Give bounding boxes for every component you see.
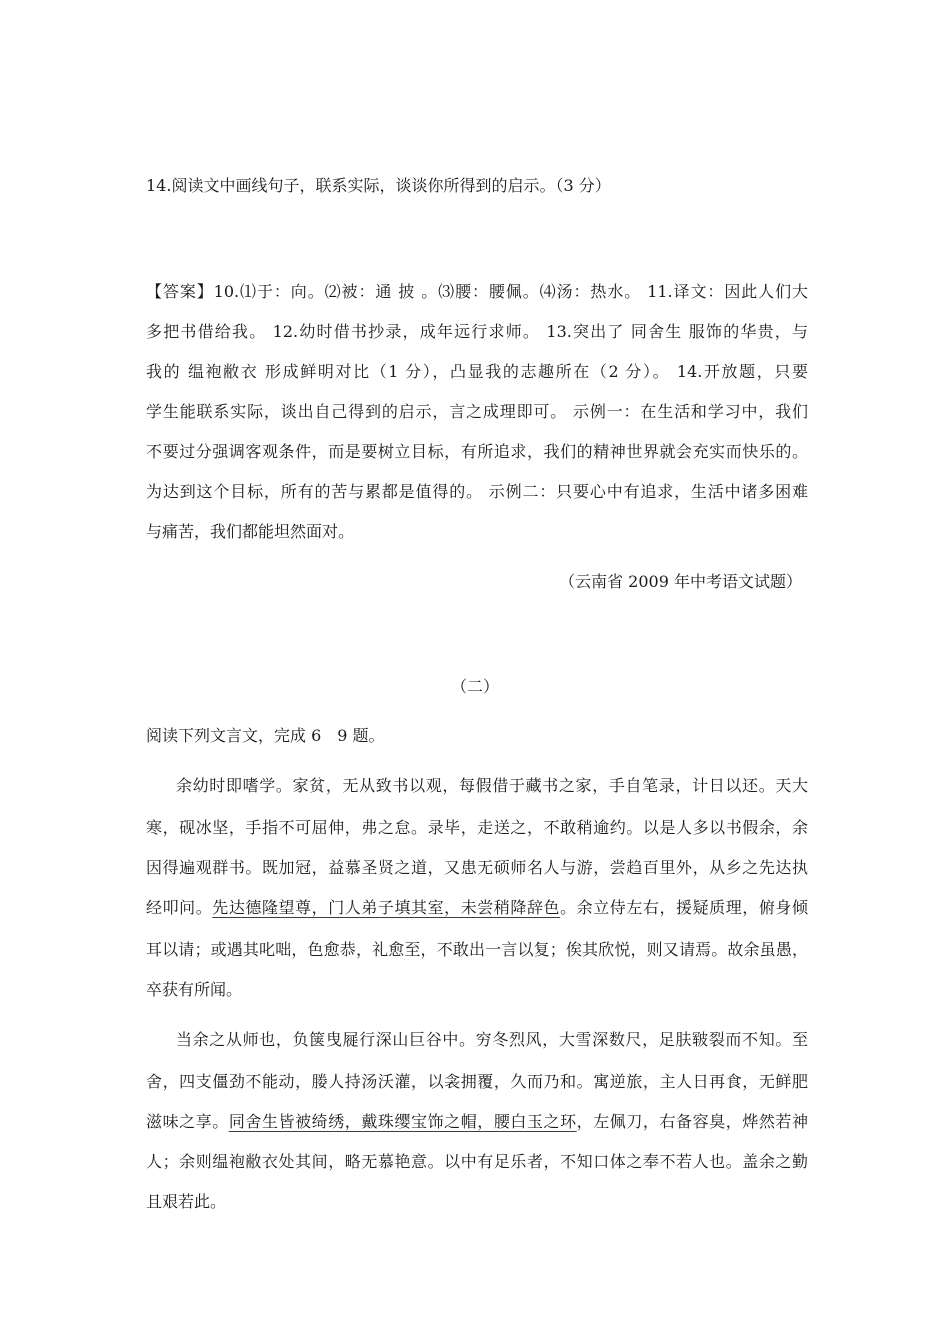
passage-line: 舍，四支僵劲不能动，媵人持汤沃灌，以衾拥覆，久而乃和。寓逆旅，主人日再食，无鲜肥 [146, 1072, 808, 1091]
answer-line: 不要过分强调客观条件，而是要树立目标，有所追求，我们的精神世界就会充实而快乐的。 [146, 442, 808, 461]
passage-text: 滋味之享。 [146, 1112, 229, 1131]
instruction: 阅读下列文言文，完成 6 9 题。 [146, 726, 385, 745]
answer-line: 与痛苦，我们都能坦然面对。 [146, 522, 355, 541]
section-title: （二） [450, 677, 499, 696]
passage-line [146, 898, 808, 918]
source-citation: （云南省 2009 年中考语文试题） [559, 572, 802, 591]
answer-line: 学生能联系实际，谈出自己得到的启示，言之成理即可。 示例一：在生活和学习中，我们 [146, 402, 808, 421]
answer-line: 为达到这个目标，所有的苦与累都是值得的。 示例二：只要心中有追求，生活中诸多困难 [146, 482, 808, 501]
passage-text: 。余立侍左右，援疑质理，俯身倾 [560, 898, 808, 917]
passage-line: 因得遍观群书。既加冠，益慕圣贤之道，又患无硕师名人与游，尝趋百里外，从乡之先达执 [146, 858, 808, 877]
passage-line: 且艰若此。 [146, 1192, 227, 1211]
passage-text: 经叩问。 [146, 898, 213, 917]
passage-line: 寒，砚冰坚，手指不可屈伸，弗之怠。录毕，走送之，不敢稍逾约。以是人多以书假余，余 [146, 818, 808, 837]
answer-line: 【答案】10.⑴于：向。⑵被：通 披 。⑶腰：腰佩。⑷汤：热水。 11.译文：因此人们大 [146, 282, 808, 301]
passage-line: 当余之从师也，负箧曳屣行深山巨谷中。穷冬烈风，大雪深数尺，足肤皲裂而不知。至 [176, 1030, 808, 1049]
question-14: 14.阅读文中画线句子，联系实际，谈谈你所得到的启示。（3 分） [146, 176, 611, 195]
underlined-sentence: 先达德隆望尊，门人弟子填其室，未尝稍降辞色 [212, 898, 561, 917]
passage-line: 卒获有所闻。 [146, 980, 243, 999]
passage-line: 余幼时即嗜学。家贫，无从致书以观，每假借于藏书之家，手自笔录，计日以还。天大 [176, 776, 808, 795]
answer-line: 我的 缊袍敝衣 形成鲜明对比（1 分），凸显我的志趣所在（2 分）。 14.开放题，只要 [146, 362, 808, 381]
passage-line: 耳以请；或遇其叱咄，色愈恭，礼愈至，不敢出一言以复；俟其欣悦，则又请焉。故余虽愚， [146, 940, 808, 959]
passage-line: 人；余则缊袍敝衣处其间，略无慕艳意。以中有足乐者，不知口体之奉不若人也。盖余之勤 [146, 1152, 808, 1171]
answer-line: 多把书借给我。 12.幼时借书抄录，成年远行求师。 13.突出了 同舍生 服饰的华贵，与 [146, 322, 808, 341]
passage-text: ，左佩刀，右备容臭，烨然若神 [576, 1112, 808, 1131]
underlined-sentence: 同舍生皆被绮绣，戴珠缨宝饰之帽，腰白玉之环 [228, 1112, 577, 1131]
passage-line [146, 1112, 808, 1132]
